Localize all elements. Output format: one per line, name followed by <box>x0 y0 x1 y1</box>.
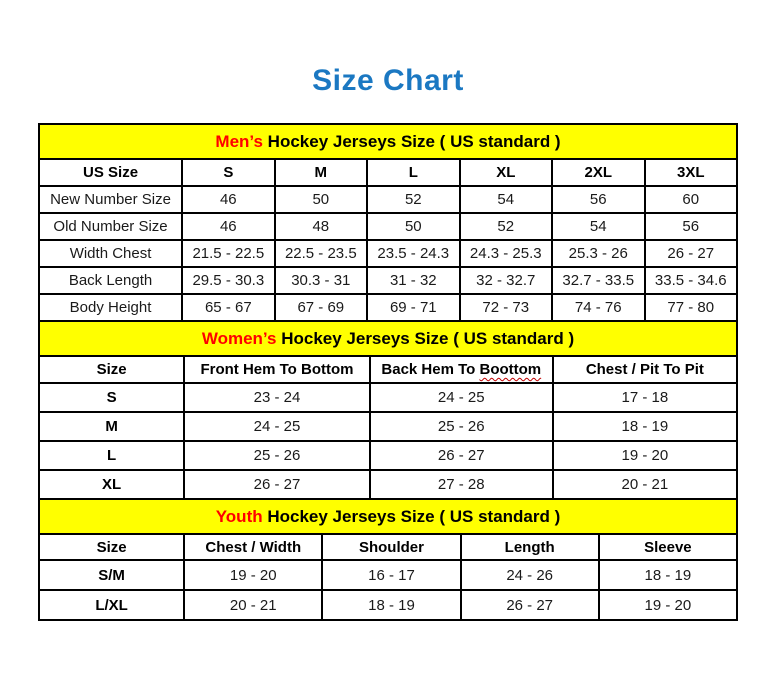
value-cell: 54 <box>460 186 552 213</box>
column-header: US Size <box>39 159 182 186</box>
value-cell: 52 <box>460 213 552 240</box>
row-label-cell: New Number Size <box>39 186 182 213</box>
value-cell: 18 - 19 <box>553 412 737 441</box>
table-row <box>39 383 737 412</box>
value-cell: 46 <box>182 213 274 240</box>
header-row <box>39 159 737 186</box>
header-row <box>39 356 737 383</box>
value-cell: 56 <box>552 186 644 213</box>
value-cell: 32 - 32.7 <box>460 267 552 294</box>
value-cell: 74 - 76 <box>552 294 644 321</box>
value-cell: 30.3 - 31 <box>275 267 367 294</box>
heading-rest: Hockey Jerseys Size ( US standard ) <box>276 329 575 348</box>
row-label-cell: S/M <box>39 560 184 590</box>
table-row <box>39 470 737 499</box>
youth-size-table <box>38 533 738 621</box>
column-header: Back Hem To Boottom <box>370 356 553 383</box>
row-label-cell: Width Chest <box>39 240 182 267</box>
column-header: Chest / Pit To Pit <box>553 356 737 383</box>
value-cell: 54 <box>552 213 644 240</box>
value-cell: 29.5 - 30.3 <box>182 267 274 294</box>
value-cell: 69 - 71 <box>367 294 459 321</box>
value-cell: 27 - 28 <box>370 470 553 499</box>
section-womens <box>38 320 738 500</box>
heading-highlight: Youth <box>215 507 263 526</box>
column-header: 3XL <box>645 159 738 186</box>
section-heading-womens <box>38 320 738 357</box>
value-cell: 23 - 24 <box>184 383 370 412</box>
value-cell: 25 - 26 <box>370 412 553 441</box>
row-label-cell: Old Number Size <box>39 213 182 240</box>
value-cell: 50 <box>367 213 459 240</box>
value-cell: 24 - 26 <box>461 560 599 590</box>
column-header: Length <box>461 534 599 560</box>
table-row <box>39 213 737 240</box>
womens-size-table <box>38 355 738 500</box>
table-row <box>39 412 737 441</box>
row-label-cell: L/XL <box>39 590 184 620</box>
value-cell: 19 - 20 <box>184 560 322 590</box>
misspelled-word: Boottom <box>479 361 542 378</box>
heading-rest: Hockey Jerseys Size ( US standard ) <box>262 132 561 151</box>
value-cell: 65 - 67 <box>182 294 274 321</box>
value-cell: 16 - 17 <box>322 560 460 590</box>
value-cell: 18 - 19 <box>322 590 460 620</box>
row-label-cell: Back Length <box>39 267 182 294</box>
column-header: S <box>182 159 274 186</box>
value-cell: 24 - 25 <box>184 412 370 441</box>
row-label-cell: L <box>39 441 184 470</box>
section-mens <box>38 123 738 322</box>
value-cell: 32.7 - 33.5 <box>552 267 644 294</box>
value-cell: 48 <box>275 213 367 240</box>
mens-size-table <box>38 158 738 322</box>
row-label-cell: Body Height <box>39 294 182 321</box>
heading-highlight: Women’s <box>201 329 277 348</box>
column-header: Size <box>39 534 184 560</box>
header-row <box>39 534 737 560</box>
value-cell: 67 - 69 <box>275 294 367 321</box>
table-row <box>39 294 737 321</box>
column-header: Chest / Width <box>184 534 322 560</box>
value-cell: 23.5 - 24.3 <box>367 240 459 267</box>
row-label-cell: M <box>39 412 184 441</box>
value-cell: 17 - 18 <box>553 383 737 412</box>
value-cell: 22.5 - 23.5 <box>275 240 367 267</box>
value-cell: 72 - 73 <box>460 294 552 321</box>
value-cell: 56 <box>645 213 738 240</box>
value-cell: 60 <box>645 186 738 213</box>
table-row <box>39 590 737 620</box>
value-cell: 77 - 80 <box>645 294 738 321</box>
value-cell: 21.5 - 22.5 <box>182 240 274 267</box>
section-heading-mens <box>38 123 738 160</box>
section-heading-youth <box>38 498 738 535</box>
value-cell: 52 <box>367 186 459 213</box>
table-row <box>39 240 737 267</box>
column-header: Size <box>39 356 184 383</box>
value-cell: 19 - 20 <box>599 590 737 620</box>
value-cell: 24.3 - 25.3 <box>460 240 552 267</box>
table-row <box>39 267 737 294</box>
value-cell: 26 - 27 <box>461 590 599 620</box>
value-cell: 25.3 - 26 <box>552 240 644 267</box>
value-cell: 18 - 19 <box>599 560 737 590</box>
row-label-cell: XL <box>39 470 184 499</box>
page-title: Size Chart <box>312 64 464 97</box>
value-cell: 25 - 26 <box>184 441 370 470</box>
value-cell: 31 - 32 <box>367 267 459 294</box>
column-header: L <box>367 159 459 186</box>
heading-highlight: Men’s <box>215 132 263 151</box>
column-header: XL <box>460 159 552 186</box>
value-cell: 50 <box>275 186 367 213</box>
column-header: M <box>275 159 367 186</box>
column-header: Shoulder <box>322 534 460 560</box>
heading-rest: Hockey Jerseys Size ( US standard ) <box>262 507 561 526</box>
value-cell: 26 - 27 <box>184 470 370 499</box>
column-header: Sleeve <box>599 534 737 560</box>
value-cell: 19 - 20 <box>553 441 737 470</box>
value-cell: 26 - 27 <box>370 441 553 470</box>
value-cell: 26 - 27 <box>645 240 738 267</box>
value-cell: 20 - 21 <box>184 590 322 620</box>
size-chart <box>38 123 738 621</box>
table-row <box>39 560 737 590</box>
column-header: Front Hem To Bottom <box>184 356 370 383</box>
value-cell: 46 <box>182 186 274 213</box>
table-row <box>39 441 737 470</box>
value-cell: 20 - 21 <box>553 470 737 499</box>
section-youth <box>38 498 738 621</box>
column-header: 2XL <box>552 159 644 186</box>
value-cell: 24 - 25 <box>370 383 553 412</box>
row-label-cell: S <box>39 383 184 412</box>
value-cell: 33.5 - 34.6 <box>645 267 738 294</box>
table-row <box>39 186 737 213</box>
